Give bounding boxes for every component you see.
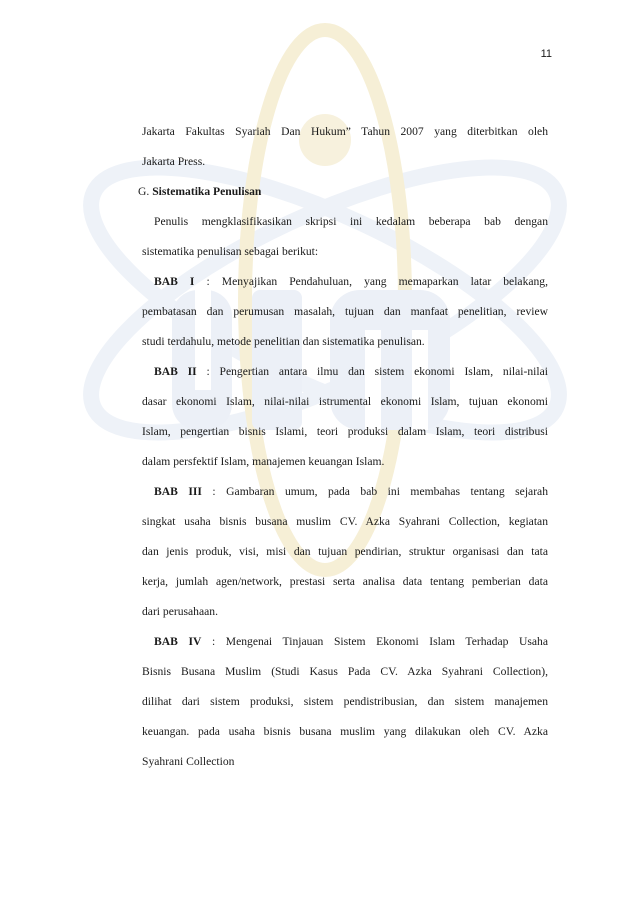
page-body	[138, 117, 549, 777]
chapter-first-text: Pengertian antara ilmu dan sistem ekonomi Islam, nilai-nilai	[219, 365, 548, 378]
text-line: Islam, pengertian bisnis Islami, teori produksi dalam Islam, teori distribusi	[142, 425, 548, 438]
chapter-first-line	[142, 627, 548, 657]
text-line: singkat usaha bisnis busana muslim CV. Azka Syahrani Collection, kegiatan	[142, 515, 548, 528]
chapter-separator: :	[201, 635, 226, 648]
text-line: Bisnis Busana Muslim (Studi Kasus Pada CV. Azka Syahrani Collection),	[142, 665, 548, 678]
text-line: Syahrani Collection	[142, 755, 235, 768]
chapter-first-line	[142, 357, 548, 387]
text-line: dari perusahaan.	[142, 605, 218, 618]
text-line: dasar ekonomi Islam, nilai-nilai istrumental ekonomi Islam, tujuan ekonomi	[142, 395, 548, 408]
section-heading	[138, 177, 548, 207]
chapter-first-text: Gambaran umum, pada bab ini membahas tentang sejarah	[226, 485, 548, 498]
intro-paragraph	[142, 117, 548, 177]
chapter-first-text: Menyajikan Pendahuluan, yang memaparkan latar belakang,	[221, 275, 549, 288]
text-line: keuangan. pada usaha bisnis busana muslim yang dilakukan oleh CV. Azka	[142, 725, 548, 738]
page-number: 11	[540, 48, 552, 60]
text-line: pembatasan dan perumusan masalah, tujuan dan manfaat penelitian, review	[142, 305, 548, 318]
chapter-bab-4	[142, 627, 548, 777]
chapter-separator: :	[201, 485, 227, 498]
text-line: dilihat dari sistem produksi, sistem pendistribusian, dan sistem manajemen	[142, 695, 548, 708]
chapter-label: BAB II	[154, 365, 197, 378]
text-line: kerja, jumlah agen/network, prestasi serta analisa data tentang pemberian data	[142, 575, 548, 588]
text-line: Jakarta Fakultas Syariah Dan Hukum” Tahun 2007 yang diterbitkan oleh	[142, 125, 548, 138]
chapter-separator: :	[194, 275, 222, 288]
section-title: Sistematika Penulisan	[152, 185, 262, 198]
text-line: Penulis mengklasifikasikan skripsi ini kedalam beberapa bab dengan	[154, 215, 548, 228]
section-intro-paragraph	[142, 207, 548, 267]
section-marker: G.	[138, 185, 150, 198]
chapter-label: BAB IV	[154, 635, 202, 648]
chapter-bab-1	[142, 267, 548, 357]
chapter-label: BAB I	[154, 275, 195, 288]
text-line: dalam persfektif Islam, manajemen keuangan Islam.	[142, 455, 385, 468]
text-line: Jakarta Press.	[142, 155, 206, 168]
chapter-first-text: Mengenai Tinjauan Sistem Ekonomi Islam Terhadap Usaha	[225, 635, 548, 648]
chapter-first-line	[142, 267, 548, 297]
chapter-label: BAB III	[154, 485, 202, 498]
chapter-first-line	[142, 477, 548, 507]
text-line: sistematika penulisan sebagai berikut:	[142, 245, 319, 258]
chapter-bab-3	[142, 477, 548, 627]
text-line: studi terdahulu, metode penelitian dan sistematika penulisan.	[142, 335, 425, 348]
chapter-bab-2	[142, 357, 548, 477]
text-line: dan jenis produk, visi, misi dan tujuan pendirian, struktur organisasi dan tata	[142, 545, 548, 558]
chapter-separator: :	[196, 365, 220, 378]
